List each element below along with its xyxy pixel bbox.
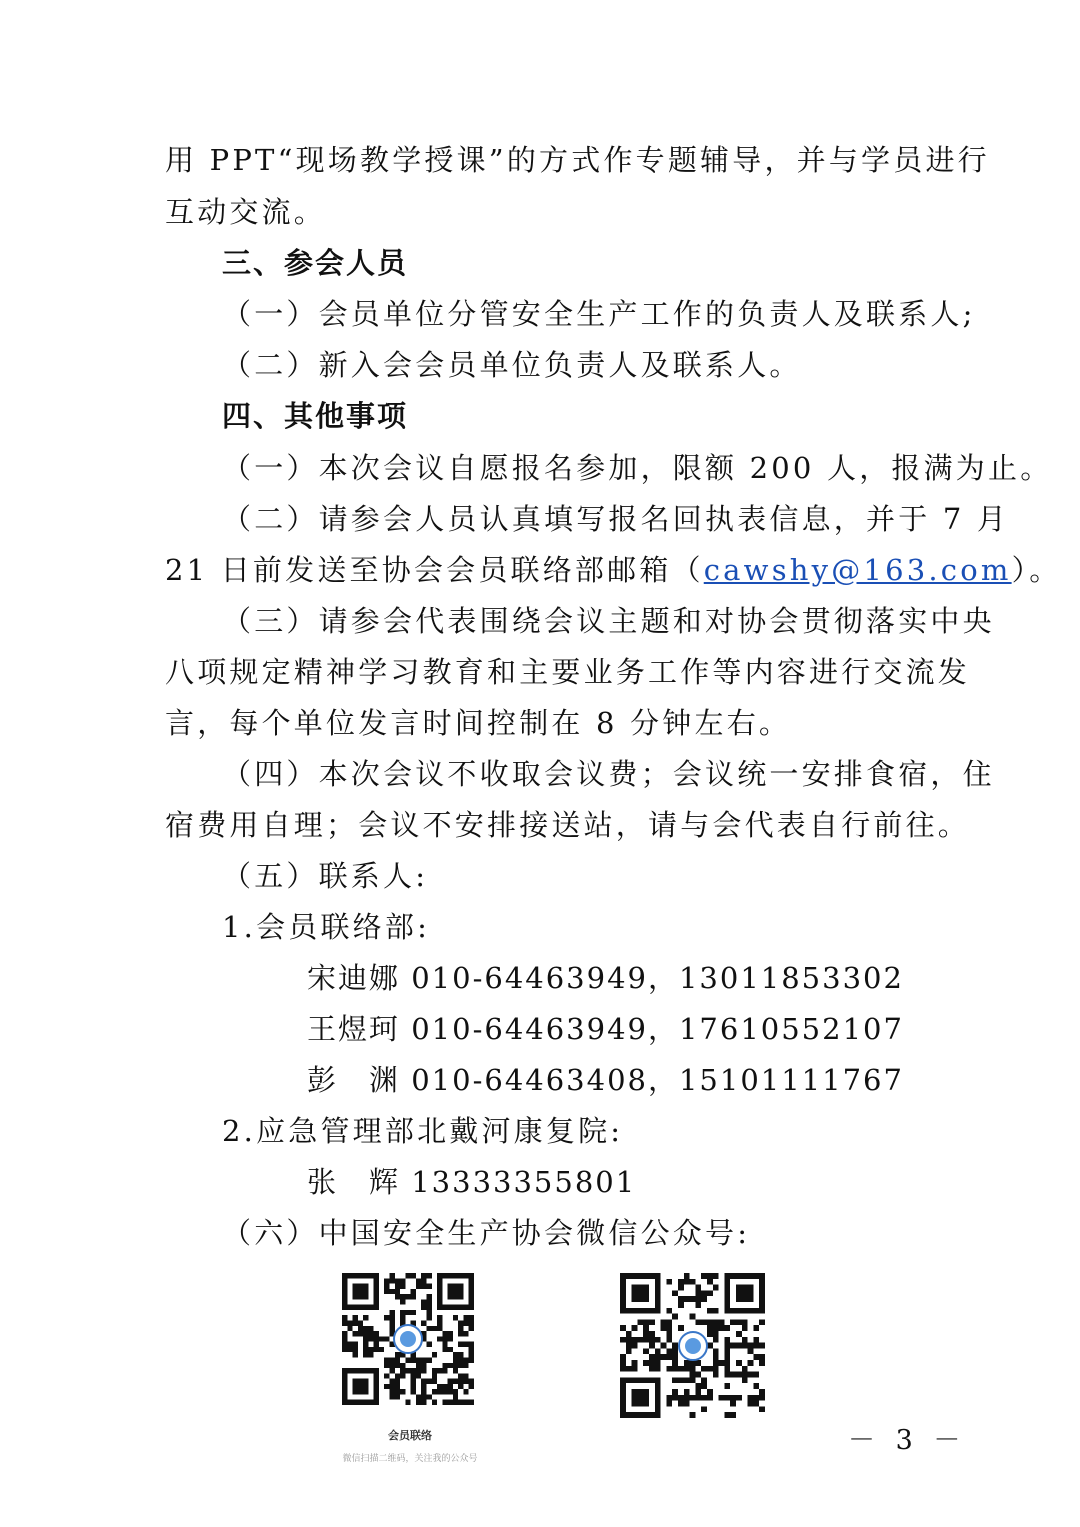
qr-caption: 会员联络 <box>388 1429 432 1442</box>
contact-dept: 1.会员联络部: <box>222 910 431 944</box>
qr-code-wechat-official[interactable] <box>620 1273 765 1418</box>
paragraph-line: （一）会员单位分管安全生产工作的负责人及联系人; <box>222 297 976 331</box>
paragraph-line: 八项规定精神学习教育和主要业务工作等内容进行交流发 <box>165 655 971 689</box>
association-logo-icon <box>393 1324 423 1354</box>
contact-entry: 张 辉 13333355801 <box>307 1165 637 1199</box>
text-fragment: 21 日前发送至协会会员联络部邮箱（ <box>165 553 704 587</box>
paragraph-line: （二）请参会人员认真填写报名回执表信息，并于 7 月 <box>222 502 1010 536</box>
paragraph-line: （四）本次会议不收取会议费；会议统一安排食宿，住 <box>222 757 995 791</box>
text-fragment: ）。 <box>1011 553 1062 587</box>
paragraph-line: （六）中国安全生产协会微信公众号: <box>222 1216 751 1250</box>
paragraph-line: （五）联系人: <box>222 859 429 893</box>
contact-dept: 2.应急管理部北戴河康复院: <box>222 1114 624 1148</box>
paragraph-line: 宿费用自理；会议不安排接送站，请与会代表自行前往。 <box>165 808 971 842</box>
contact-entry: 彭 渊 010-64463408，15101111767 <box>307 1063 904 1097</box>
qr-subcaption: 微信扫描二维码，关注我的公众号 <box>342 1454 478 1464</box>
section-heading-attendees: 三、参会人员 <box>222 246 409 280</box>
contact-entry: 宋迪娜 010-64463949，13011853302 <box>307 961 904 995</box>
qr-code-member-liaison[interactable] <box>342 1273 474 1405</box>
paragraph-line: （二）新入会会员单位负责人及联系人。 <box>222 348 802 382</box>
section-heading-other: 四、其他事项 <box>222 399 409 433</box>
contact-entry: 王煜珂 010-64463949，17610552107 <box>307 1012 904 1046</box>
paragraph-line: 言，每个单位发言时间控制在 8 分钟左右。 <box>165 706 792 740</box>
email-link[interactable]: cawshy@163.com <box>703 553 1012 587</box>
paragraph-line: （三）请参会代表围绕会议主题和对协会贯彻落实中央 <box>222 604 995 638</box>
page-number: － 3 － <box>848 1425 967 1456</box>
paragraph-line-email <box>165 550 1062 590</box>
association-logo-icon <box>678 1331 708 1361</box>
paragraph-line: 用 PPT“现场教学授课”的方式作专题辅导，并与学员进行 <box>165 143 990 177</box>
paragraph-line: 互动交流。 <box>165 195 327 229</box>
paragraph-line: （一）本次会议自愿报名参加，限额 200 人，报满为止。 <box>222 451 1053 485</box>
